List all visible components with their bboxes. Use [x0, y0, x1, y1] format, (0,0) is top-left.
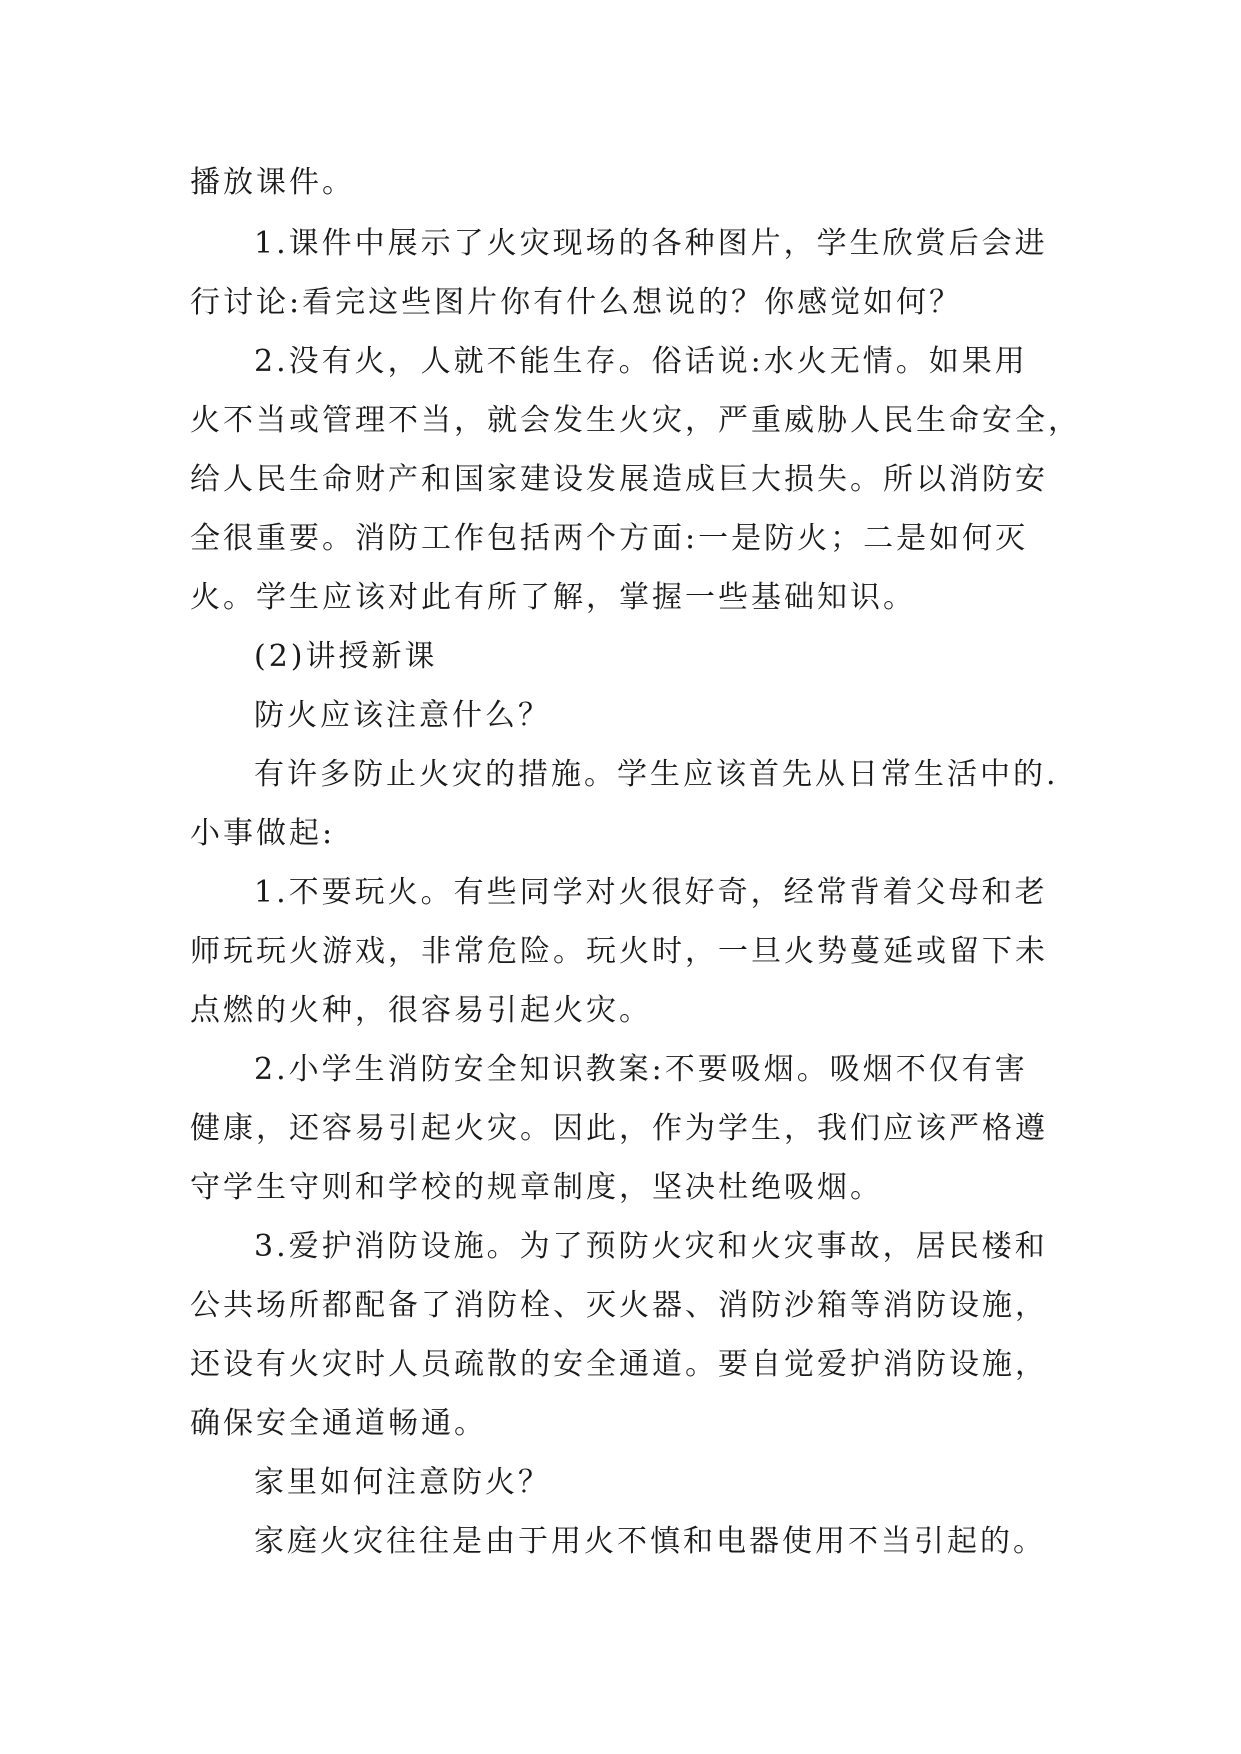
- text-line: 1.课件中展示了火灾现场的各种图片，学生欣赏后会进: [254, 226, 1048, 261]
- text-line: 确保安全通道畅通。: [190, 1406, 487, 1441]
- text-line: 师玩玩火游戏，非常危险。玩火时，一旦火势蔓延或留下未: [190, 934, 1048, 969]
- text-line: 有许多防止火灾的措施。学生应该首先从日常生活中的.: [254, 757, 1059, 792]
- text-line: 行讨论:看完这些图片你有什么想说的？你感觉如何？: [190, 285, 963, 320]
- text-line: 全很重要。消防工作包括两个方面:一是防火；二是如何灭: [190, 521, 1029, 556]
- text-line: 家庭火灾往往是由于用火不慎和电器使用不当引起的。: [254, 1524, 1046, 1559]
- text-line: 2.小学生消防安全知识教案:不要吸烟。吸烟不仅有害: [254, 1052, 1028, 1087]
- text-line: 给人民生命财产和国家建设发展造成巨大损失。所以消防安: [190, 462, 1048, 497]
- subheading: 家里如何注意防火？: [254, 1465, 551, 1500]
- text-line: 火。学生应该对此有所了解，掌握一些基础知识。: [190, 580, 916, 615]
- text-line: 播放课件。: [190, 165, 355, 200]
- text-line: 火不当或管理不当，就会发生火灾，严重威胁人民生命安全，: [190, 403, 1081, 438]
- text-line: 小事做起:: [190, 816, 336, 851]
- text-line: 2.没有火，人就不能生存。俗话说:水火无情。如果用: [254, 344, 1028, 379]
- text-line: 3.爱护消防设施。为了预防火灾和火灾事故，居民楼和: [254, 1229, 1048, 1264]
- text-line: 守学生守则和学校的规章制度，坚决杜绝吸烟。: [190, 1170, 883, 1205]
- text-line: 1.不要玩火。有些同学对火很好奇，经常背着父母和老: [254, 875, 1048, 910]
- text-line: 公共场所都配备了消防栓、灭火器、消防沙箱等消防设施，: [190, 1288, 1048, 1323]
- text-line: 还设有火灾时人员疏散的安全通道。要自觉爱护消防设施，: [190, 1347, 1048, 1382]
- subheading: 防火应该注意什么？: [254, 698, 551, 733]
- section-heading: (2)讲授新课: [254, 639, 438, 674]
- text-line: 点燃的火种，很容易引起火灾。: [190, 993, 652, 1028]
- text-line: 健康，还容易引起火灾。因此，作为学生，我们应该严格遵: [190, 1111, 1048, 1146]
